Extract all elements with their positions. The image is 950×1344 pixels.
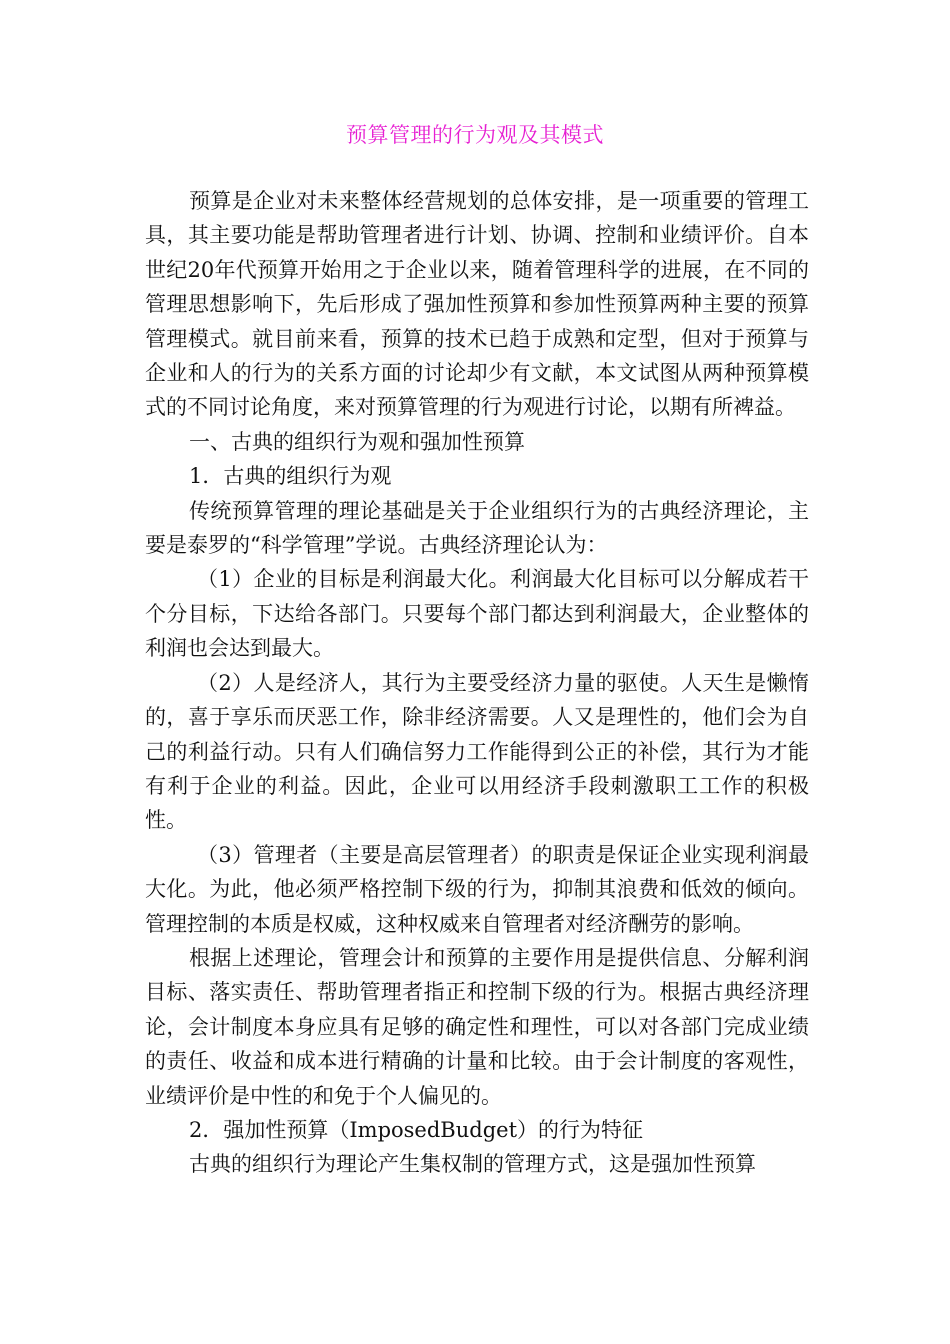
- paragraph-imposed-budget: 古典的组织行为理论产生集权制的管理方式，这是强加性预算: [189, 1152, 756, 1177]
- paragraph-accounting-role: 根据上述理论，管理会计和预算的主要作用是提供信息、分解利润目标、落实责任、帮助管理者指正和控制下级的行为。根据古典经济理论，会计制度本身应具有足够的确定性和理性，可以对各部门完成业绩的责任、收益和成本进行精确的计量和比较。由于会计制度的客观性，业绩评价是中性的和免于个人偏见的。: [145, 945, 809, 1108]
- document-title: 预算管理的行为观及其模式: [346, 123, 604, 147]
- subsection-heading-1: 1．古典的组织行为观: [189, 464, 392, 489]
- paragraph-theory-basis: 传统预算管理的理论基础是关于企业组织行为的古典经济理论，主要是泰罗的“科学管理”学说。古典经济理论认为：: [145, 498, 809, 558]
- document-body: [145, 184, 809, 1182]
- list-item-3: （3）管理者（主要是高层管理者）的职责是保证企业实现利润最大化。为此，他必须严格控制下级的行为，抑制其浪费和低效的倾向。管理控制的本质是权威，这种权威来自管理者对经济酬劳的影响。: [145, 842, 809, 936]
- list-item-1: （1）企业的目标是利润最大化。利润最大化目标可以分解成若干个分目标，下达给各部门。只要每个部门都达到利润最大，企业整体的利润也会达到最大。: [145, 567, 809, 661]
- paragraph-intro: 预算是企业对未来整体经营规划的总体安排，是一项重要的管理工具，其主要功能是帮助管理者进行计划、协调、控制和业绩评价。自本世纪20年代预算开始用之于企业以来，随着管理科学的进展，在不同的管理思想影响下，先后形成了强加性预算和参加性预算两种主要的预算管理模式。就目前来看，预算的技术已趋于成熟和定型，但对于预算与企业和人的行为的关系方面的讨论却少有文献，本文试图从两种预算模式的不同讨论角度，来对预算管理的行为观进行讨论，以期有所裨益。: [145, 189, 809, 420]
- list-item-2: （2）人是经济人，其行为主要受经济力量的驱使。人天生是懒惰的，喜于享乐而厌恶工作，除非经济需要。人又是理性的，他们会为自己的利益行动。只有人们确信努力工作能得到公正的补偿，其行为才能有利于企业的利益。因此，企业可以用经济手段刺激职工工作的积极性。: [145, 670, 809, 833]
- subsection-heading-2: 2．强加性预算（ImposedBudget）的行为特征: [189, 1117, 644, 1142]
- section-heading-1: 一、古典的组织行为观和强加性预算: [189, 429, 525, 454]
